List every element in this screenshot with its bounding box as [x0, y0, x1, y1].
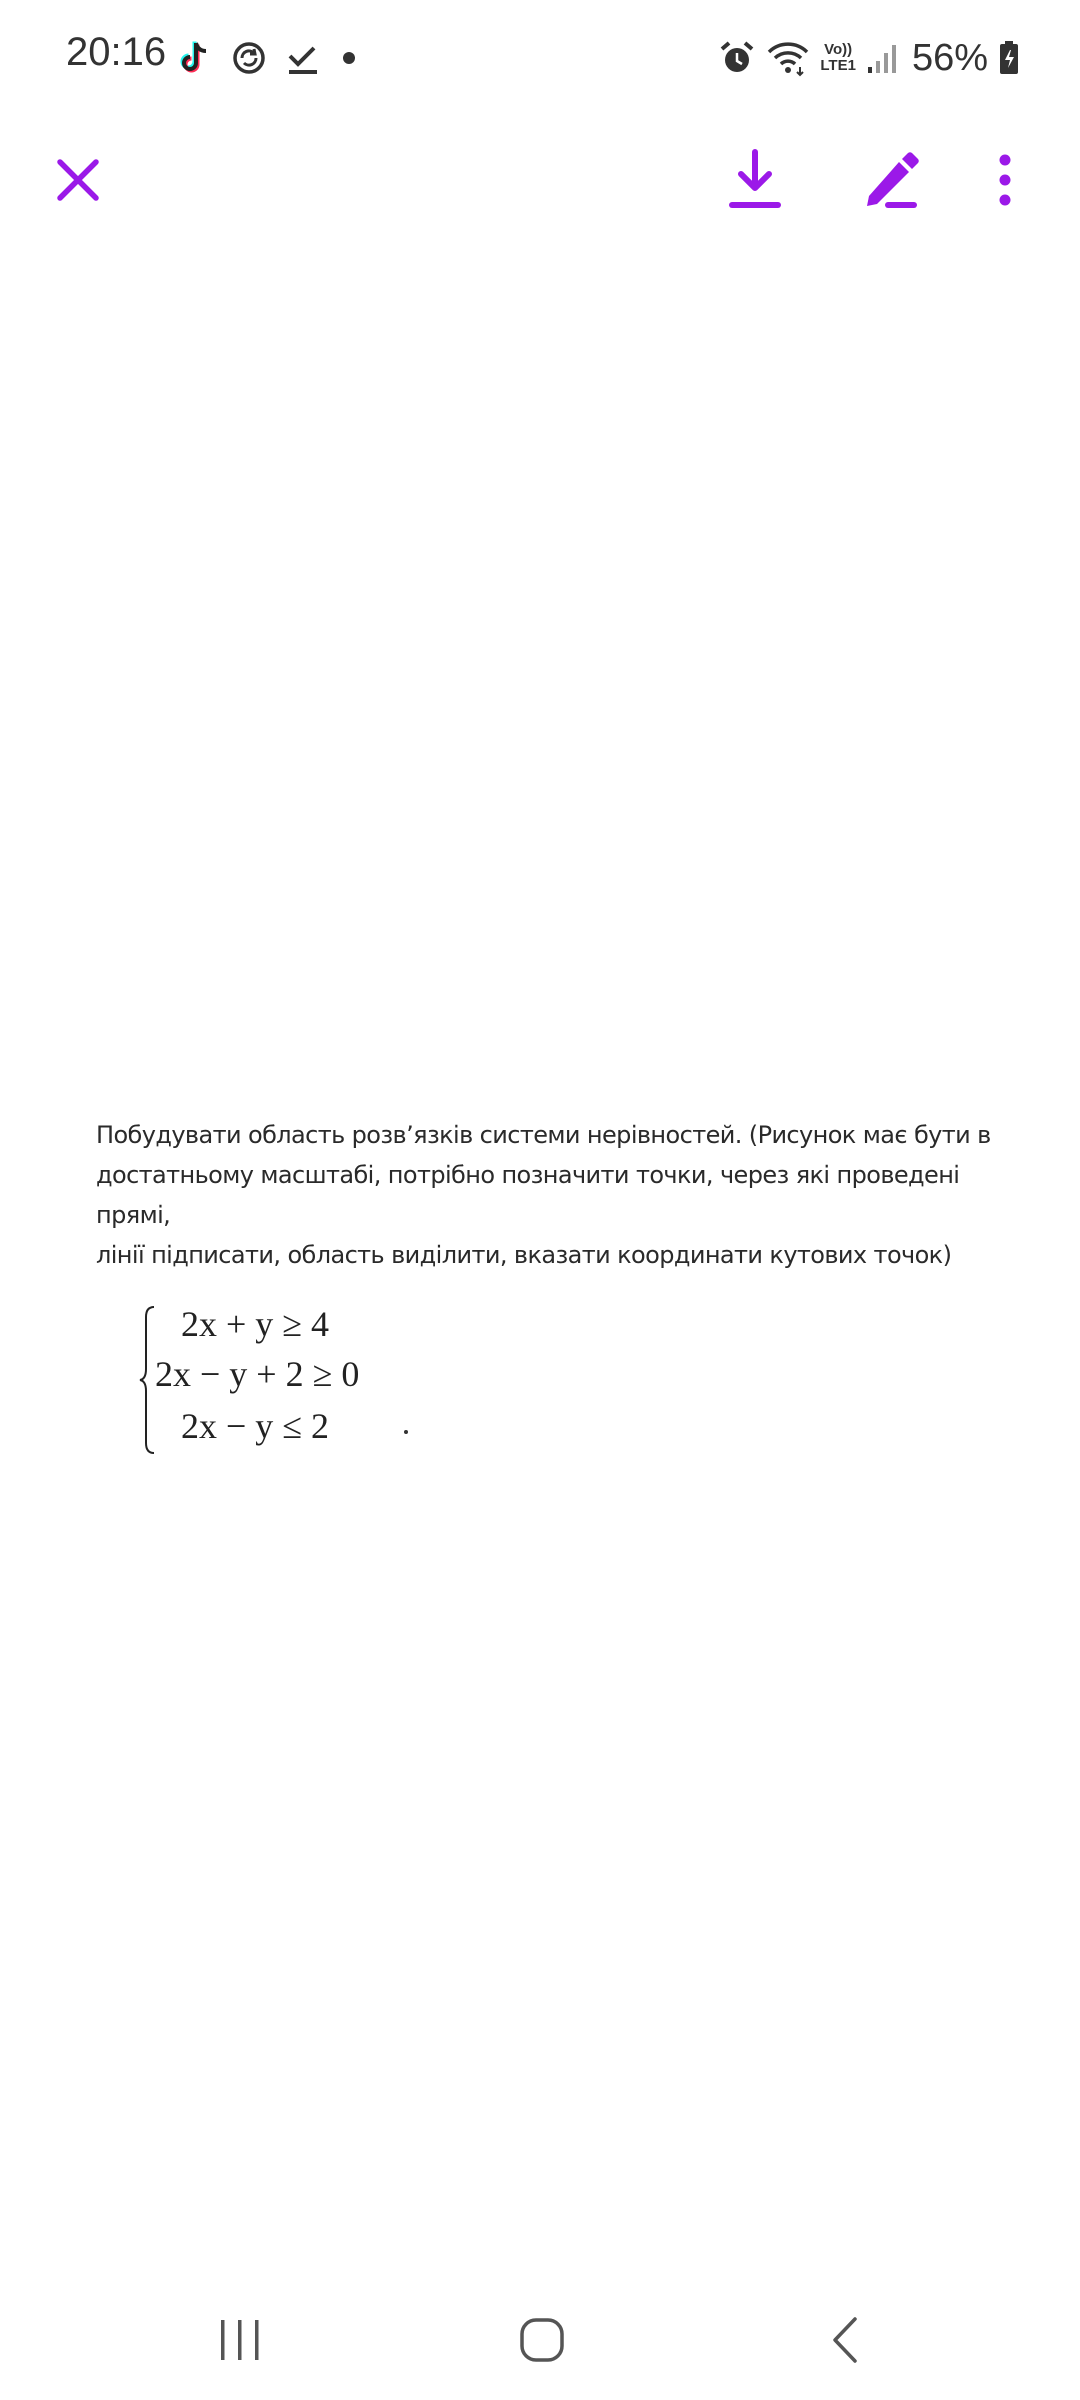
instruction-line-2: достатньому масштабі, потрібно позначити точки, через які проведені прямі, — [96, 1161, 960, 1229]
home-button[interactable] — [492, 2295, 592, 2385]
download-button[interactable] — [715, 140, 795, 220]
sync-icon — [229, 38, 269, 78]
edit-button[interactable] — [850, 140, 930, 220]
inequality-system — [138, 1303, 458, 1463]
recents-icon — [217, 2318, 263, 2362]
signal-icon — [866, 38, 896, 78]
instruction-line-1: Побудувати область розв’язків системи нерівностей. (Рисунок має бути в — [96, 1121, 991, 1149]
edit-icon — [859, 148, 921, 212]
home-icon — [518, 2316, 566, 2364]
inequality-2: 2x − y + 2 ≥ 0 — [155, 1354, 360, 1394]
close-button[interactable] — [38, 140, 118, 220]
navigation-bar — [0, 2290, 1080, 2400]
close-icon — [54, 156, 102, 204]
dot-icon — [343, 52, 355, 64]
back-button[interactable] — [795, 2295, 895, 2385]
more-vertical-icon — [995, 152, 1015, 208]
recents-button[interactable] — [190, 2295, 290, 2385]
instruction-line-3: лінії підписати, область виділити, вказати координати кутових точок) — [96, 1241, 952, 1269]
battery-level: 56% — [911, 36, 988, 79]
notification-icons — [175, 34, 355, 82]
inequality-1: 2x + y ≥ 4 — [181, 1304, 330, 1344]
system-status-icons — [718, 34, 1020, 82]
alarm-icon — [718, 38, 756, 78]
battery-icon — [998, 38, 1020, 78]
viewer-toolbar — [0, 130, 1080, 230]
volte-icon: Vo)) LTE1 — [820, 41, 856, 74]
check-download-icon — [283, 38, 323, 78]
tiktok-icon — [175, 38, 215, 78]
back-icon — [829, 2315, 861, 2365]
inequality-3: 2x − y ≤ 2 — [181, 1406, 330, 1446]
stray-dot — [404, 1430, 408, 1434]
download-icon — [725, 148, 785, 212]
document-image — [96, 1115, 1036, 1463]
task-instruction — [96, 1115, 1036, 1275]
wifi-icon — [766, 38, 810, 78]
more-options-button[interactable] — [965, 140, 1045, 220]
status-bar — [0, 0, 1080, 120]
status-time: 20:16 — [66, 30, 167, 74]
